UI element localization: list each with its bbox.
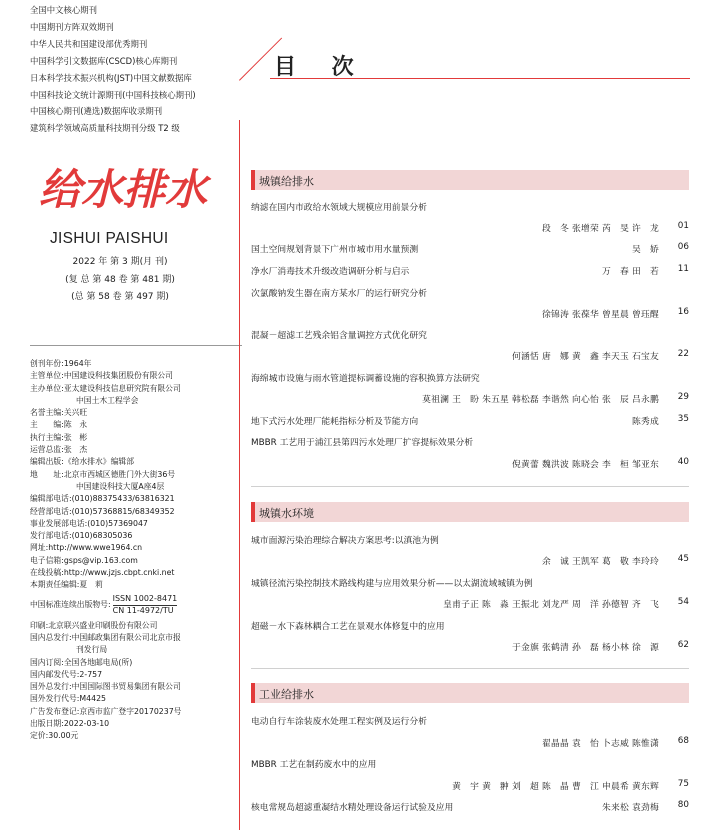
credential-line: 全国中文核心期刊 (30, 5, 97, 15)
article-authors: 万 春 田 若 (602, 267, 659, 277)
page-number: 16 (677, 307, 689, 317)
page-number: 11 (677, 264, 689, 274)
toc-title: 目 次 (274, 55, 368, 80)
article-title[interactable]: 海绵城市设施与雨水管道提标调蓄设施的容积换算方法研究 (251, 374, 480, 384)
section-header: 城镇水环境 (251, 502, 689, 522)
section-header: 城镇给排水 (251, 170, 689, 190)
meta-row: 地 址: 北京市西城区德胜门外大街36号 (30, 469, 176, 479)
page-number: 22 (677, 349, 689, 359)
credential-line: 中国科学引文数据库(CSCD)核心库期刊 (30, 55, 178, 66)
divider (30, 345, 242, 346)
red-vertical-divider (239, 120, 240, 830)
issue-line: 2022 年 第 3 期(月 刊) (72, 257, 168, 267)
meta-row: 本期责任编辑: 夏 莉 (30, 580, 103, 590)
meta-row: 经营部电话: (010)57368815/68349352 (30, 506, 175, 516)
journal-credentials (30, 2, 196, 137)
meta-row: 创刊年份: 1964年 (30, 359, 92, 368)
issue-line: (总 第 58 卷 第 497 期) (71, 292, 169, 302)
page-number: 45 (677, 554, 689, 564)
journal-logo (28, 160, 218, 216)
page-number: 68 (677, 736, 689, 746)
credential-line: 日本科学技术振兴机构(JST)中国文献数据库 (30, 72, 192, 83)
page-number: 40 (677, 457, 689, 467)
article-authors: 徐锦涛 张葆华 曾星晨 曾珏醒 (542, 310, 659, 320)
article-title[interactable]: MBBR 工艺在制药废水中的应用 (251, 760, 377, 770)
article-authors: 吴 娇 (632, 245, 659, 255)
meta-row: 国内订阅: 全国各地邮电局(所) (30, 657, 133, 667)
meta-row: 广告发布登记: 京西市监广登字20170237号 (30, 706, 182, 716)
meta-row: 中国土木工程学会 (76, 395, 139, 405)
meta-row: 名誉主编: 关兴旺 (30, 408, 88, 418)
section-rule (251, 486, 689, 487)
meta-row: 刊发行局 (76, 645, 108, 655)
article-title[interactable]: MBBR 工艺用于浦江县第四污水处理厂扩容提标效果分析 (251, 438, 474, 448)
meta-row: 国内总发行: 中国邮政集团有限公司北京市报 (30, 632, 181, 642)
page-number: 80 (677, 800, 689, 810)
credential-line: 中国科技论文统计源期刊(中国科技核心期刊) (30, 89, 196, 100)
meta-row: 事业发展部电话: (010)57369047 (30, 518, 148, 528)
article-title[interactable]: 电动自行车涂装废水处理工程实例及运行分析 (251, 717, 427, 727)
meta-row: 国内邮发代号: 2-757 (30, 669, 103, 679)
meta-row: 在线投稿: http://www.jzjs.cbpt.cnki.net (30, 568, 175, 578)
issn-row: 中国标准连续出版物号: ISSN 1002-8471 CN 11-4972/TU (30, 593, 178, 615)
meta-row: 主办单位: 亚太建设科技信息研究院有限公司 (30, 383, 181, 393)
section-rule (251, 668, 689, 669)
article-title[interactable]: 超磁－水下森林耦合工艺在景观水体修复中的应用 (251, 622, 445, 632)
logo-text: 给水排水 (38, 165, 208, 214)
article-authors: 陈秀成 (632, 417, 659, 427)
meta-row: 网址: http://www.wwe1964.cn (30, 543, 143, 553)
credential-line: 中华人民共和国建设部优秀期刊 (30, 38, 148, 49)
meta-row: 编辑出版: 《给水排水》编辑部 (30, 457, 134, 467)
article-authors: 莫祖澜 王 盼 朱五星 韩松磊 李谐然 向心怡 张 辰 吕永鹏 (422, 395, 659, 405)
credential-line: 建筑科学领域高质量科技期刊分级 T2 级 (30, 123, 180, 134)
issn-block: ISSN 1002-8471 CN 11-4972/TU (112, 593, 178, 615)
article-authors: 余 诚 王凯军 葛 敬 李玲玲 (542, 557, 659, 567)
page-number: 75 (677, 779, 689, 789)
article-title[interactable]: 核电常规岛超滤重凝结水精处理设备运行试验及应用 (251, 803, 454, 813)
meta-row: 电子信箱: gsps@vip.163.com (30, 555, 138, 565)
meta-row: 中国建设科技大厦A座4层 (76, 481, 165, 491)
section-header: 工业给排水 (251, 683, 689, 703)
page-number: 06 (677, 242, 689, 252)
article-title[interactable]: 国土空间规划背景下广州市城市用水量预测 (251, 245, 419, 255)
meta-row: 编辑部电话: (010)88375433/63816321 (30, 494, 175, 504)
meta-row: 国外发行代号: M4425 (30, 694, 106, 704)
meta-row: 印刷: 北京联兴盛业印刷股份有限公司 (30, 620, 158, 630)
article-authors: 黄 宇 黄 翀 刘 超 陈 晶 曹 江 申晨希 黄东辉 (452, 782, 659, 792)
article-title[interactable]: 纳滤在国内市政给水领域大规模应用前景分析 (251, 203, 427, 213)
credential-line: 中国期刊方阵双效期刊 (30, 21, 114, 32)
pinyin-title: JISHUI PAISHUI (50, 230, 169, 247)
meta-row: 发行部电话: (010)68305036 (30, 531, 133, 541)
article-authors: 皇甫子正 陈 淼 王振北 刘龙严 周 洋 孙德智 齐 飞 (443, 600, 659, 610)
page-number: 62 (677, 640, 689, 650)
article-title[interactable]: 地下式污水处理厂能耗指标分析及节能方向 (251, 417, 419, 427)
article-authors: 倪黄蕾 魏洪波 陈晓会 李 桓 邹亚东 (512, 460, 659, 470)
article-title[interactable]: 次氯酸钠发生器在南方某水厂的运行研究分析 (251, 289, 427, 299)
issue-info (0, 254, 240, 307)
article-title[interactable]: 净水厂消毒技术升级改造调研分析与启示 (251, 267, 410, 277)
page-number: 54 (677, 597, 689, 607)
meta-row: 国外总发行: 中国国际图书贸易集团有限公司 (30, 682, 181, 692)
page-number: 35 (677, 414, 689, 424)
meta-row: 主管单位: 中国建设科技集团股份有限公司 (30, 371, 173, 381)
page-number: 29 (677, 392, 689, 402)
article-authors: 段 冬 张增荣 芮 旻 许 龙 (542, 224, 659, 234)
article-title[interactable]: 城镇径流污染控制技术路线构建与应用效果分析——以太湖流域城镇为例 (251, 579, 533, 589)
meta-row: 主 编: 陈 永 (30, 420, 88, 430)
page-number: 01 (677, 221, 689, 231)
meta-row: 执行主编: 张 彬 (30, 432, 88, 442)
article-authors: 何涵恬 唐 娜 黄 鑫 李天玉 石宝友 (512, 352, 659, 362)
meta-row: 运营总监: 张 杰 (30, 445, 88, 455)
article-title[interactable]: 混凝－超滤工艺残余铝含量调控方式优化研究 (251, 331, 427, 341)
issue-line: (复 总 第 48 卷 第 481 期) (65, 274, 175, 285)
article-authors: 朱来松 袁劲梅 (602, 803, 659, 813)
meta-row: 出版日期: 2022-03-10 (30, 719, 110, 729)
publication-info (30, 358, 245, 743)
article-title[interactable]: 城市面源污染治理综合解决方案思考:以滇池为例 (251, 536, 439, 546)
article-authors: 翟晶晶 袁 怡 卜志威 陈惟潇 (542, 739, 659, 749)
article-authors: 于金旗 张鹤清 孙 磊 杨小林 徐 源 (512, 643, 659, 653)
meta-row: 定价: 30.00元 (30, 731, 79, 741)
credential-line: 中国核心期刊(遴选)数据库收录期刊 (30, 106, 163, 117)
